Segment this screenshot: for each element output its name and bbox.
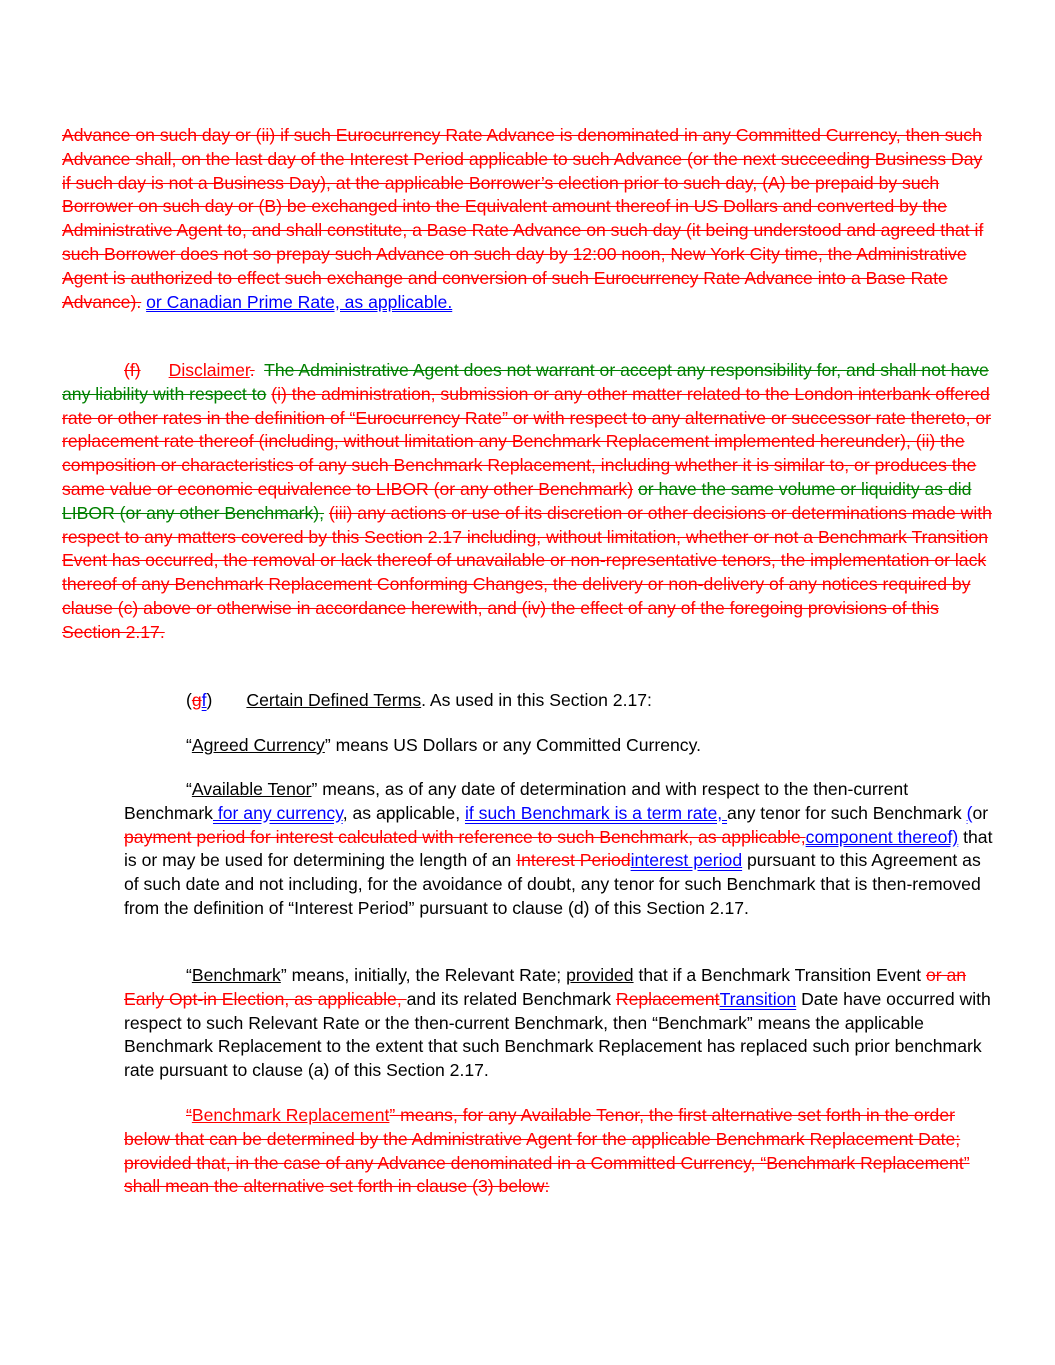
inserted-text: interest period [630, 850, 743, 871]
inserted-text: ( [966, 802, 973, 823]
deleted-letter: g [191, 690, 202, 710]
definition-text: and its related Benchmark [406, 988, 616, 1009]
deleted-text: (iii) any actions or use of its discretion or other decisions or determinations made with respect to any matters covered by this Section 2.17 including, without limitation, whether or not a Benchmark Transition Event has occurred, the removal or lack thereof of unavailable or non-representative tenors, the implementation or lack thereof of any Benchmark Replacement Conforming Changes, the delivery or non-delivery of any notices required by clause (c) above or otherwise in accordance herewith, and (iv) the effect of any of the foregoing provisions of this Section 2.17. [62, 502, 992, 642]
inserted-text: Transition [719, 988, 797, 1009]
deleted-text: Advance on such day or (ii) if such Eurocurrency Rate Advance is denominated in any Committed Currency, then such Advance shall, on the last day of the Interest Period applicable to such Advance (or the next succeeding Business Day if such day is not a Business Day), at the applicable Borrower’s election prior to such day, (A) be prepaid by such Borrower on such day or (B) be exchanged into the Equivalent amount thereof in US Dollars and converted by the Administrative Agent to, and shall constitute, a Base Rate Advance on such day (it being understood and agreed that if such Borrower does not so prepay such Advance on such day by 12:00 noon, New York City time, the Administrative Agent is authorized to effect such exchange and conversion of such Eurocurrency Rate Advance into a Base Rate Advance). [62, 125, 984, 312]
definition-text: ” means US Dollars or any Committed Currency. [324, 735, 701, 755]
definition-text: ” means, as of any date of determination and with respect to the then-current Benchmark [124, 779, 909, 823]
definition-text: , as applicable, [342, 802, 465, 823]
disclaimer-heading: Disclaimer [168, 360, 250, 380]
heading-period: . [249, 360, 255, 380]
defined-term: Benchmark Replacement [191, 1105, 390, 1125]
deleted-text: or an Early Opt-in Election, as applicable, [124, 965, 967, 1009]
quote: “ [186, 1105, 192, 1125]
defined-term: Agreed Currency [191, 735, 325, 755]
definition-text: ” means, initially, the Relevant Rate; [280, 965, 567, 985]
definition-text: Date have occurred with respect to such Relevant Rate or the then-current Benchmark, then “Benchmark” means the applicable Benchmark Replacement to the extent that such Benchmark Replacement has replaced such prior benchmark rate pursuant to clause (a) of this Section 2.17. [124, 988, 991, 1081]
definition-text: that if a Benchmark Transition Event [633, 965, 926, 985]
inserted-letter: f [201, 690, 207, 710]
quote: “ [186, 965, 192, 985]
deleted-text: Interest Period [516, 850, 631, 871]
deleted-text: ” means, for any Available Tenor, the first alternative set forth in the order below that can be determined by the Administrative Agent for the applicable Benchmark Replacement Date; provided that, in the case of any Advance denominated in a Committed Currency, “Benchmark Replacement” shall mean the alternative set forth in clause (3) below: [124, 1105, 970, 1197]
definition-text: that is or may be used for determining the length of an [124, 826, 993, 871]
moved-text: The Administrative Agent does not warrant or accept any responsibility for, and shall not have any liability with respect to [62, 360, 989, 404]
definition-benchmark-replacement [124, 1104, 994, 1199]
quote: “ [186, 735, 192, 755]
paragraph-advance-conversion [62, 124, 992, 314]
section-marker: (f) [124, 360, 141, 380]
deleted-text: Replacement [615, 988, 720, 1009]
inserted-text: if such Benchmark is a term rate, [464, 802, 728, 823]
paragraph-certain-defined-terms [186, 689, 986, 713]
paren-close: ) [206, 690, 213, 710]
inserted-text: or Canadian Prime Rate, as applicable. [146, 291, 453, 312]
defined-terms-heading: Certain Defined Terms [246, 690, 422, 710]
definition-text: any tenor for such Benchmark [727, 802, 967, 823]
definition-available-tenor [124, 778, 994, 921]
deleted-text: payment period for interest calculated with reference to such Benchmark, as applicable, [124, 826, 806, 847]
definition-benchmark [124, 964, 994, 1083]
definition-text: or [972, 802, 989, 823]
inserted-text: for any currency [212, 802, 343, 823]
defined-term: Available Tenor [191, 779, 312, 799]
quote: “ [186, 779, 192, 799]
paragraph-disclaimer [62, 359, 992, 645]
defined-term: Benchmark [191, 965, 281, 985]
provided-term: provided [566, 965, 634, 985]
moved-text: or have the same volume or liquidity as did LIBOR (or any other Benchmark), [62, 478, 972, 523]
paren-open: ( [186, 690, 192, 710]
inserted-text: component thereof) [805, 826, 959, 847]
deleted-text: (i) the administration, submission or any other matter related to the London interbank offered rate or other rates in the definition of “Eurocurrency Rate” or with respect to any alternative or successor rate thereto, or replacement rate thereof (including, without limitation any Benchmark Replacement implemented hereunder), (ii) the composition or characteristics of any such Benchmark Replacement, including whether it is similar to, or produces the same value or economic equivalence to LIBOR (or any other Benchmark) [62, 383, 991, 499]
definition-text: pursuant to this Agreement as of such date and not including, for the avoidance of doubt, any tenor for such Benchmark that is then-removed from the definition of “Interest Period” pursuant to clause (d) of this Section 2.17. [124, 850, 981, 918]
definition-agreed-currency [186, 734, 986, 758]
paragraph-text: . As used in this Section 2.17: [421, 690, 652, 710]
